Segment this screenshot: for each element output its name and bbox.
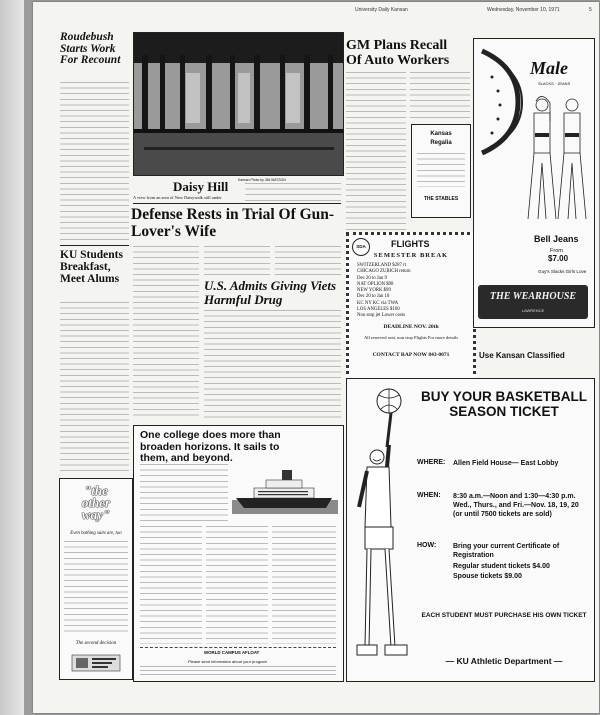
binding-edge (0, 0, 24, 715)
breakfast-headline: KU Students Breakfast, Meet Alums (60, 249, 123, 286)
basketball-headline: BUY YOUR BASKETBALL SEASON TICKET (420, 389, 587, 419)
flights-note: All reserved seat, non stop Flights For more details (363, 335, 459, 340)
defense-body-col3 (275, 246, 341, 276)
cruise-headline: One college does more than broaden horizons. It sails to them, and beyond. (140, 429, 281, 464)
other-way-body (64, 541, 128, 636)
when-value: 8:30 a.m.—Noon and 1:30—4:30 p.m. Wed., Thurs., and Fri.—Nov. 18, 19, 20 (or until 7500 tickets are sold) (453, 493, 579, 518)
from-label: From (550, 248, 563, 254)
cruise-body-col3 (272, 526, 336, 644)
flights-line: SWITZERLAND $287 rt (357, 263, 407, 268)
wearhouse-name: THE WEARHOUSE (489, 291, 577, 302)
kansas-regalia-ad (411, 124, 471, 218)
roudebush-body (60, 82, 129, 242)
divider (133, 203, 341, 204)
defense-body-col1b (133, 364, 199, 420)
flights-line: NAT OPLION $98 (357, 281, 394, 287)
breakfast-body (60, 302, 129, 472)
regalia-line1: Kansas (430, 131, 452, 137)
where-label: WHERE: (417, 459, 446, 466)
bottle-illustration (70, 651, 122, 673)
flights-ad (346, 232, 476, 382)
flights-title: FLIGHTS (391, 239, 430, 249)
ku-athletic-dept: — KU Athletic Department — (445, 656, 563, 666)
flights-subtitle: SEMESTER BREAK (373, 252, 449, 259)
other-way-logo: "the other way" (81, 483, 111, 522)
photo-image (134, 33, 343, 175)
basketball-ticket-ad (346, 378, 595, 682)
daisy-hill-caption-title: Daisy Hill (173, 179, 229, 194)
cruise-body-col1 (140, 526, 202, 644)
how-value: Bring your current Certificate of Registration (453, 543, 560, 559)
coupon-prompt: Please send information about your program (188, 659, 267, 664)
other-way-ad (59, 478, 133, 680)
bell-jeans-title: Bell Jeans (534, 234, 579, 244)
newspaper-page (33, 2, 599, 713)
defense-headline: Defense Rests in Trial Of Gun-Lover's Wife (131, 206, 335, 240)
flights-contact: CONTACT RAP NOW 843-0071 (372, 352, 450, 358)
daisy-hill-caption: A view from an area of New Daisywalk still under (133, 195, 222, 200)
wearhouse-sub: LAWRENCE (521, 308, 545, 313)
stars-stripes-graphic (478, 47, 524, 157)
running-header-paper: University Daily Kansan (355, 7, 408, 13)
roudebush-headline: Roudebush Starts Work For Recount (60, 31, 121, 67)
cruise-body-col2 (206, 526, 268, 644)
flights-line: Dec 20 to Jan 10 (357, 294, 390, 300)
other-way-sub: Even bathing suits are, too (70, 531, 122, 536)
cruise-body-top (140, 464, 228, 524)
daisy-hill-caption-more (245, 183, 341, 201)
running-header-date: Wednesday, November 10, 1971 (487, 7, 560, 13)
use-kansan-classified: Use Kansan Classified (479, 351, 565, 360)
mole-jeans-ad (473, 38, 595, 328)
mole-sub: SLACKS · JEANS (538, 81, 571, 86)
spouse-ticket-price: Spouse tickets $9.00 (453, 573, 522, 580)
defense-body-col1 (133, 246, 199, 362)
purchase-notice: EACH STUDENT MUST PURCHASE HIS OWN TICKET (421, 612, 587, 619)
basketball-player-illustration (347, 387, 419, 677)
wearhouse-logo (478, 285, 588, 319)
couple-illustration (524, 93, 590, 223)
flights-line: Dec 20 to Jan 9 (357, 275, 387, 281)
defense-body-col2 (204, 246, 270, 276)
divider (60, 245, 129, 246)
flights-line: KC NY KC via TWA (357, 300, 399, 306)
where-value: Allen Field House— East Lobby (453, 460, 559, 467)
flights-line: LOS ANGELES $160 (357, 307, 400, 313)
page-number: 5 (589, 7, 592, 13)
flights-line: Non stop jet Lower costs (357, 313, 405, 319)
photo-credit: Kansan Photo by JIM WATSON (238, 178, 286, 182)
gm-body-col1 (346, 72, 406, 232)
regalia-line2: Regalia (430, 140, 452, 146)
coupon-fields[interactable] (140, 666, 336, 676)
viets-body (204, 310, 341, 420)
ship-illustration (232, 462, 338, 514)
flights-deadline: DEADLINE NOV. 20th (383, 324, 439, 330)
regular-ticket-price: Regular student tickets $4.00 (453, 563, 550, 570)
flights-line: NEW YORK $99 (357, 288, 391, 294)
mole-brand: Male (530, 58, 568, 78)
mole-slogan: Guy's Slacks Girls Love (538, 269, 587, 274)
other-way-foot: The second decision (75, 641, 117, 646)
gm-headline: GM Plans Recall Of Auto Workers (346, 38, 450, 68)
sda-badge: SDA (352, 238, 370, 256)
gm-body-col2 (410, 72, 470, 118)
regalia-body (417, 153, 465, 187)
coupon-cut-line (140, 647, 336, 648)
bell-jeans-price: $7.00 (548, 254, 569, 263)
flights-line: CHICAGO ZURICH return (357, 269, 411, 275)
when-label: WHEN: (417, 492, 441, 499)
cruise-org: WORLD CAMPUS AFLOAT (204, 650, 260, 655)
world-campus-afloat-ad (133, 425, 344, 682)
flights-details (357, 263, 465, 320)
regalia-footer: THE STABLES (423, 196, 459, 202)
daisy-hill-photo (133, 32, 344, 176)
viets-headline: U.S. Admits Giving Viets Harmful Drug (204, 278, 337, 307)
how-label: HOW: (417, 542, 437, 549)
